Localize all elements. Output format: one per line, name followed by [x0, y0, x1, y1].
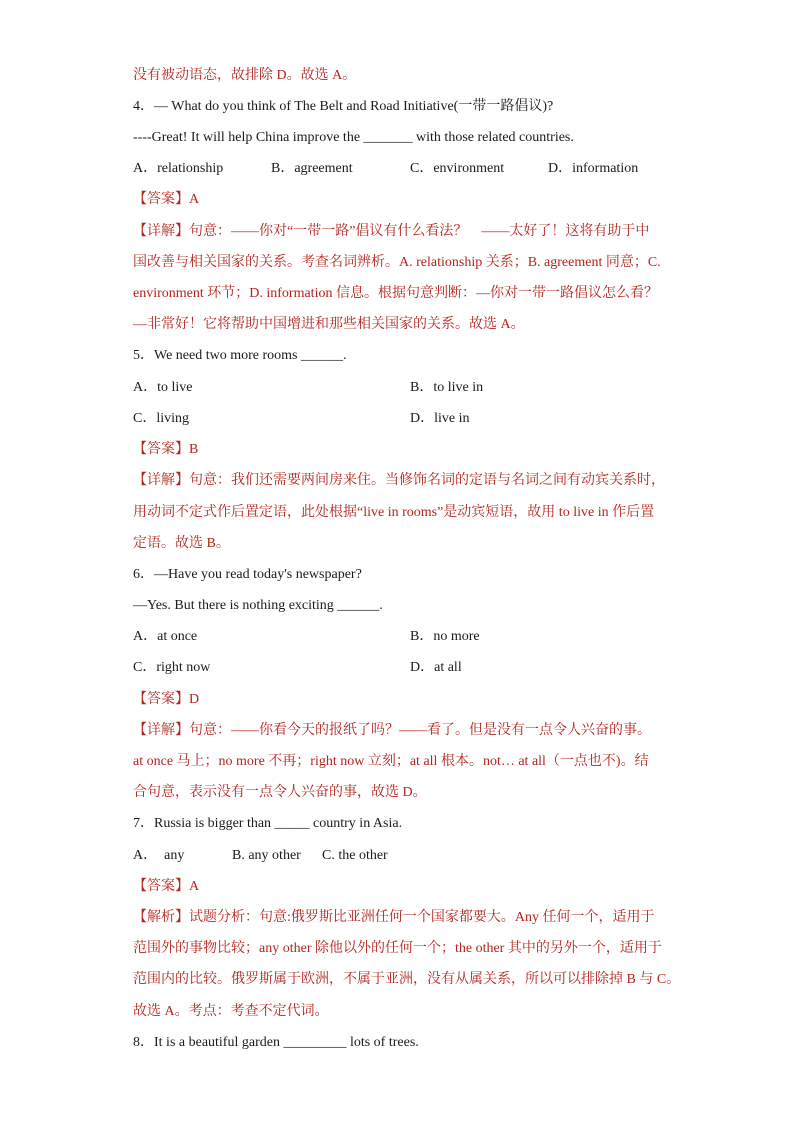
- intro-line: 没有被动语态，故排除 D。故选 A。: [133, 68, 357, 83]
- answer-tag: 【答案】: [133, 879, 189, 894]
- answer-value: A: [189, 879, 200, 894]
- q4-explain-line-1: 【详解】句意：——你对“一带一路”倡议有什么看法？ ——太好了！这将有助于中: [133, 224, 650, 239]
- explain-tag: 【解析】: [133, 910, 189, 925]
- q5-option-a: A．to live: [133, 380, 193, 395]
- q4-stem-line-1: 4．— What do you think of The Belt and Road Initiative(一带一路倡议)?: [133, 99, 554, 114]
- q5-stem-line-1: 5．We need two more rooms ______.: [133, 348, 347, 363]
- q6-explain-line-1: 【详解】句意：——你看今天的报纸了吗？——看了。但是没有一点令人兴奋的事。: [133, 723, 651, 738]
- q8-stem-line-1: 8．It is a beautiful garden _________ lots of trees.: [133, 1035, 419, 1050]
- q5-explain-line-1: 【详解】句意：我们还需要两间房来住。当修饰名词的定语与名词之间有动宾关系时，: [133, 473, 665, 488]
- q5-option-c: C．living: [133, 411, 190, 426]
- q4-explain-line-4: —非常好！它将帮助中国增进和那些相关国家的关系。故选 A。: [133, 317, 525, 332]
- q6-option-b: B．no more: [410, 629, 480, 644]
- q6-stem-line-2: —Yes. But there is nothing exciting ______.: [133, 598, 383, 613]
- q4-answer: [133, 190, 199, 210]
- q7-explain-line-3: 范围内的比较。俄罗斯属于欧洲，不属于亚洲，没有从属关系，所以可以排除掉 B 与 C。: [133, 972, 681, 987]
- q7-explain-line-1: 【解析】试题分析：句意:俄罗斯比亚洲任何一个国家都要大。Any 任何一个，适用于: [133, 910, 655, 925]
- q7-explain-line-2: 范围外的事物比较；any other 除他以外的任何一个；the other 其中的另外一个，适用于: [133, 941, 662, 956]
- q7-option-c: C. the other: [322, 848, 388, 863]
- answer-value: D: [189, 692, 200, 707]
- q4-option-c: C．environment: [410, 161, 505, 176]
- explain-tag: 【详解】: [133, 723, 189, 738]
- q6-answer: [133, 690, 199, 710]
- explain-tag: 【详解】: [133, 224, 189, 239]
- q6-stem-line-1: 6．—Have you read today's newspaper?: [133, 567, 362, 582]
- q4-option-b: B．agreement: [271, 161, 353, 176]
- q6-option-d: D．at all: [410, 660, 462, 675]
- q5-option-d: D．live in: [410, 411, 470, 426]
- answer-tag: 【答案】: [133, 192, 189, 207]
- explain-tag: 【详解】: [133, 473, 189, 488]
- q5-explain-line-3: 定语。故选 B。: [133, 536, 230, 551]
- q7-explain-line-4: 故选 A。考点：考查不定代词。: [133, 1004, 329, 1019]
- q4-stem-line-2: ----Great! It will help China improve the _______ with those related countries.: [133, 130, 574, 145]
- q6-explain-line-3: 合句意，表示没有一点令人兴奋的事，故选 D。: [133, 785, 427, 800]
- q6-option-c: C．right now: [133, 660, 211, 675]
- q7-option-b: B. any other: [232, 848, 301, 863]
- q4-option-d: D．information: [548, 161, 639, 176]
- q7-answer: [133, 877, 199, 897]
- answer-tag: 【答案】: [133, 692, 189, 707]
- q4-explain-line-2: 国改善与相关国家的关系。考查名词辨析。A. relationship 关系；B. agreement 同意；C.: [133, 255, 661, 270]
- answer-tag: 【答案】: [133, 442, 189, 457]
- q4-option-a: A．relationship: [133, 161, 224, 176]
- q5-explain-line-2: 用动词不定式作后置定语，此处根据“live in rooms”是动宾短语，故用 to live in 作后置: [133, 505, 655, 520]
- q7-stem-line-1: 7．Russia is bigger than _____ country in Asia.: [133, 816, 403, 831]
- q5-option-b: B．to live in: [410, 380, 484, 395]
- q7-option-a: A． any: [133, 848, 185, 863]
- q6-explain-line-2: at once 马上；no more 不再；right now 立刻；at all 根本。not… at all（一点也不)。结: [133, 754, 649, 769]
- answer-value: A: [189, 192, 200, 207]
- q4-explain-line-3: environment 环节；D. information 信息。根据句意判断：—你对一带一路倡议怎么看？: [133, 286, 658, 301]
- q6-option-a: A．at once: [133, 629, 198, 644]
- answer-value: B: [189, 442, 199, 457]
- q5-answer: [133, 440, 198, 460]
